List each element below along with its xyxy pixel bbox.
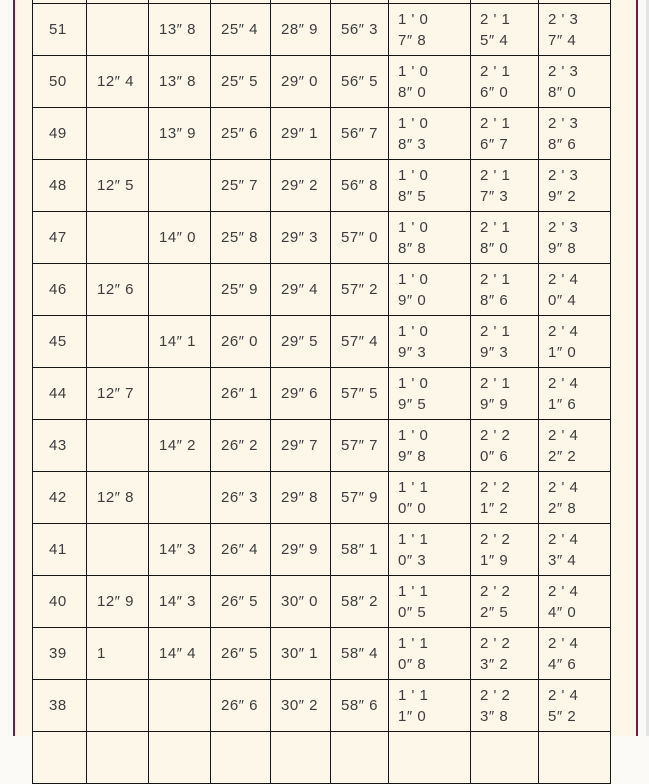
- table-cell-line: 3″ 2: [480, 655, 509, 673]
- table-cell-line: 8″ 0: [398, 83, 427, 101]
- table-cell-line: 0″ 4: [548, 291, 577, 309]
- table-cell-line: 6″ 7: [480, 135, 509, 153]
- table-cell: 26″ 5: [211, 628, 271, 680]
- table-cell: 57″ 9: [331, 472, 389, 524]
- table-cell-line: 0″ 8: [398, 655, 427, 673]
- table-cell-line: 9″ 8: [548, 239, 577, 257]
- table-cell: 12″ 4: [87, 56, 149, 108]
- table-cell: [389, 524, 471, 576]
- table-cell-line: 0″ 3: [398, 551, 427, 569]
- row-number-cell: 45: [33, 316, 87, 368]
- table-row: [33, 680, 611, 732]
- table-cell-line: 9″ 3: [398, 343, 427, 361]
- table-cell: 26″ 1: [211, 368, 271, 420]
- table-cell-line: 2 ' 2: [480, 634, 511, 652]
- table-cell-line: 2 ' 4: [548, 686, 579, 704]
- table-cell: 29″ 8: [271, 472, 331, 524]
- table-cell-line: 1 ' 1: [398, 582, 429, 600]
- table-cell: [471, 56, 539, 108]
- table-cell-line: 2 ' 3: [548, 10, 579, 28]
- table-cell-line: 1″ 6: [548, 395, 577, 413]
- table-row: [33, 576, 611, 628]
- table-cell-line: 0″ 5: [398, 603, 427, 621]
- row-number-cell: 50: [33, 56, 87, 108]
- table-row: [33, 368, 611, 420]
- table-cell: [149, 160, 211, 212]
- table-cell-line: 1 ' 0: [398, 426, 429, 444]
- table-cell-line: 1 ' 0: [398, 270, 429, 288]
- table-cell-line: 2 ' 4: [548, 374, 579, 392]
- table-cell: [539, 212, 611, 264]
- left-margin-rule: [13, 0, 15, 736]
- table-cell-line: 1″ 2: [480, 499, 509, 517]
- table-cell: 13″ 9: [149, 108, 211, 160]
- table-cell: 26″ 5: [211, 576, 271, 628]
- table-cell-line: 2 ' 2: [480, 478, 511, 496]
- table-cell: 26″ 3: [211, 472, 271, 524]
- table-cell: 14″ 0: [149, 212, 211, 264]
- table-cell: 29″ 6: [271, 368, 331, 420]
- table-cell: 56″ 8: [331, 160, 389, 212]
- table-cell: [389, 212, 471, 264]
- table-cell-line: 1 ' 0: [398, 10, 429, 28]
- table-row: [33, 420, 611, 472]
- table-cell: [539, 628, 611, 680]
- table-cell: 56″ 5: [331, 56, 389, 108]
- table-cell: 12″ 6: [87, 264, 149, 316]
- right-margin-rule: [636, 0, 638, 736]
- spacer-cell: [271, 732, 331, 784]
- table-cell: 25″ 8: [211, 212, 271, 264]
- table-cell-line: 2 ' 4: [548, 478, 579, 496]
- spacer-cell: [471, 732, 539, 784]
- table-cell: [539, 680, 611, 732]
- table-cell-line: 2″ 2: [548, 447, 577, 465]
- table-cell: [389, 56, 471, 108]
- row-number-cell: 46: [33, 264, 87, 316]
- table-cell-line: 2 ' 2: [480, 530, 511, 548]
- table-cell: 25″ 4: [211, 4, 271, 56]
- table-cell: 28″ 9: [271, 4, 331, 56]
- table-cell-line: 9″ 2: [548, 187, 577, 205]
- table-cell: [389, 160, 471, 212]
- table-cell-line: 2 ' 1: [480, 62, 511, 80]
- table-cell-line: 1″ 0: [398, 707, 427, 725]
- table-cell-line: 9″ 3: [480, 343, 509, 361]
- table-cell: 58″ 1: [331, 524, 389, 576]
- table-cell: 29″ 5: [271, 316, 331, 368]
- table-cell-line: 8″ 6: [548, 135, 577, 153]
- table-cell: [471, 368, 539, 420]
- table-cell-line: 2 ' 1: [480, 10, 511, 28]
- table-row: [33, 264, 611, 316]
- table-cell: [87, 4, 149, 56]
- row-number-cell: 44: [33, 368, 87, 420]
- table-cell: [471, 108, 539, 160]
- table-cell: 12″ 7: [87, 368, 149, 420]
- table-cell: 58″ 2: [331, 576, 389, 628]
- table-cell: [87, 108, 149, 160]
- table-cell-line: 2 ' 3: [548, 62, 579, 80]
- table-cell: [539, 368, 611, 420]
- table-cell: [389, 680, 471, 732]
- table-cell-line: 2″ 8: [548, 499, 577, 517]
- table-row: [33, 4, 611, 56]
- table-cell: 58″ 6: [331, 680, 389, 732]
- table-cell-line: 2 ' 4: [548, 322, 579, 340]
- table-cell: [471, 264, 539, 316]
- table-cell: 1: [87, 628, 149, 680]
- table-cell-line: 9″ 5: [398, 395, 427, 413]
- table-body: [33, 0, 611, 784]
- table-cell-line: 7″ 3: [480, 187, 509, 205]
- table-cell: 30″ 0: [271, 576, 331, 628]
- table-cell: [87, 420, 149, 472]
- table-cell: 26″ 0: [211, 316, 271, 368]
- row-number-cell: 39: [33, 628, 87, 680]
- table-cell: [471, 524, 539, 576]
- table-cell-line: 1 ' 1: [398, 478, 429, 496]
- table-cell-line: 9″ 0: [398, 291, 427, 309]
- table-cell: 14″ 3: [149, 576, 211, 628]
- table-cell: [87, 212, 149, 264]
- table-cell: 29″ 1: [271, 108, 331, 160]
- table-cell-line: 2 ' 4: [548, 270, 579, 288]
- table-cell: 26″ 2: [211, 420, 271, 472]
- table-cell: 29″ 7: [271, 420, 331, 472]
- table-cell: 12″ 8: [87, 472, 149, 524]
- table-cell: 30″ 1: [271, 628, 331, 680]
- table-cell: 30″ 2: [271, 680, 331, 732]
- table-cell: 29″ 2: [271, 160, 331, 212]
- table-cell-line: 2″ 5: [480, 603, 509, 621]
- table-cell-line: 4″ 6: [548, 655, 577, 673]
- table-cell-line: 8″ 0: [548, 83, 577, 101]
- table-cell: 56″ 7: [331, 108, 389, 160]
- row-number-cell: 51: [33, 4, 87, 56]
- table-cell-line: 5″ 2: [548, 707, 577, 725]
- table-cell: [87, 316, 149, 368]
- table-cell: 14″ 4: [149, 628, 211, 680]
- table-cell: 29″ 3: [271, 212, 331, 264]
- table-cell-line: 1″ 9: [480, 551, 509, 569]
- table-cell: 57″ 0: [331, 212, 389, 264]
- table-cell: [471, 4, 539, 56]
- spacer-cell: [331, 732, 389, 784]
- table-cell-line: 2 ' 2: [480, 686, 511, 704]
- table-row: [33, 316, 611, 368]
- table-cell-line: 2 ' 4: [548, 530, 579, 548]
- table-cell: [149, 472, 211, 524]
- table-cell-line: 8″ 6: [480, 291, 509, 309]
- table-cell-line: 0″ 0: [398, 499, 427, 517]
- table-cell-line: 2 ' 4: [548, 582, 579, 600]
- table-cell: 12″ 5: [87, 160, 149, 212]
- table-cell-line: 2 ' 1: [480, 166, 511, 184]
- table-cell: 58″ 4: [331, 628, 389, 680]
- spacer-cell: [149, 732, 211, 784]
- table-cell-line: 7″ 4: [548, 31, 577, 49]
- row-number-cell: 48: [33, 160, 87, 212]
- table-cell: 57″ 4: [331, 316, 389, 368]
- row-number-cell: 47: [33, 212, 87, 264]
- table-row: [33, 212, 611, 264]
- table-cell-line: 3″ 8: [480, 707, 509, 725]
- table-cell: 13″ 8: [149, 4, 211, 56]
- table-cell: 25″ 6: [211, 108, 271, 160]
- table-cell-line: 2 ' 3: [548, 218, 579, 236]
- table-cell: 14″ 3: [149, 524, 211, 576]
- row-number-cell: 41: [33, 524, 87, 576]
- table-cell: [389, 108, 471, 160]
- table-cell-line: 2 ' 4: [548, 634, 579, 652]
- table-row: [33, 108, 611, 160]
- table-cell: 29″ 4: [271, 264, 331, 316]
- table-cell-line: 2 ' 1: [480, 114, 511, 132]
- table-cell: [539, 56, 611, 108]
- table-cell: [389, 4, 471, 56]
- table-cell: [471, 212, 539, 264]
- table-cell-line: 1 ' 1: [398, 530, 429, 548]
- table-cell: [471, 420, 539, 472]
- table-cell-line: 1 ' 0: [398, 166, 429, 184]
- table-cell: [539, 4, 611, 56]
- table-cell-line: 3″ 4: [548, 551, 577, 569]
- table-cell: [149, 680, 211, 732]
- table-cell-line: 2 ' 1: [480, 218, 511, 236]
- table-cell: [539, 524, 611, 576]
- table-cell: [149, 264, 211, 316]
- table-cell: [539, 576, 611, 628]
- table-cell: [149, 368, 211, 420]
- row-number-cell: 40: [33, 576, 87, 628]
- table-cell: [471, 628, 539, 680]
- table-cell-line: 8″ 5: [398, 187, 427, 205]
- table-cell: 25″ 5: [211, 56, 271, 108]
- table-cell: [539, 472, 611, 524]
- spacer-cell: [389, 732, 471, 784]
- table-cell: 26″ 4: [211, 524, 271, 576]
- spacer-cell: [33, 732, 87, 784]
- table-cell: 29″ 0: [271, 56, 331, 108]
- table-cell: [389, 368, 471, 420]
- table-cell-line: 2 ' 2: [480, 582, 511, 600]
- table-cell-line: 2 ' 1: [480, 270, 511, 288]
- row-number-cell: 43: [33, 420, 87, 472]
- table-cell: 57″ 2: [331, 264, 389, 316]
- spacer-cell: [87, 732, 149, 784]
- table-cell-line: 7″ 8: [398, 31, 427, 49]
- table-cell: [471, 680, 539, 732]
- table-cell: 13″ 8: [149, 56, 211, 108]
- table-cell-line: 1 ' 0: [398, 218, 429, 236]
- table-cell-line: 1 ' 0: [398, 322, 429, 340]
- table-row: [33, 524, 611, 576]
- table-cell: 14″ 2: [149, 420, 211, 472]
- table-cell: [539, 316, 611, 368]
- table-cell: [539, 264, 611, 316]
- table-cell-line: 5″ 4: [480, 31, 509, 49]
- table-cell: [87, 524, 149, 576]
- table-cell-line: 0″ 6: [480, 447, 509, 465]
- table-cell-line: 2 ' 4: [548, 426, 579, 444]
- spacer-row: [33, 732, 611, 784]
- spacer-cell: [211, 732, 271, 784]
- table-row: [33, 472, 611, 524]
- table-cell-line: 6″ 0: [480, 83, 509, 101]
- table-cell: [539, 420, 611, 472]
- table-cell: [389, 316, 471, 368]
- table-cell: [471, 576, 539, 628]
- table-cell-line: 2 ' 1: [480, 322, 511, 340]
- table-cell: 56″ 3: [331, 4, 389, 56]
- table-cell: 25″ 9: [211, 264, 271, 316]
- table-cell: [389, 628, 471, 680]
- table-cell-line: 2 ' 2: [480, 426, 511, 444]
- table-cell: 14″ 1: [149, 316, 211, 368]
- table-cell: 12″ 9: [87, 576, 149, 628]
- table-cell-line: 2 ' 3: [548, 166, 579, 184]
- table-cell-line: 8″ 8: [398, 239, 427, 257]
- table-cell: [471, 316, 539, 368]
- table-cell-line: 8″ 0: [480, 239, 509, 257]
- size-conversion-table: [32, 0, 611, 784]
- table-cell-line: 8″ 3: [398, 135, 427, 153]
- table-cell-line: 1 ' 0: [398, 374, 429, 392]
- table-cell: [389, 576, 471, 628]
- table-cell: [471, 472, 539, 524]
- table-cell: [389, 472, 471, 524]
- table-cell-line: 1 ' 1: [398, 634, 429, 652]
- table-row: [33, 628, 611, 680]
- table-cell: 29″ 9: [271, 524, 331, 576]
- table-row: [33, 56, 611, 108]
- table-cell: [539, 160, 611, 212]
- spacer-cell: [539, 732, 611, 784]
- table-cell: [389, 264, 471, 316]
- table-row: [33, 160, 611, 212]
- row-number-cell: 49: [33, 108, 87, 160]
- table-cell: [471, 160, 539, 212]
- table-cell-line: 2 ' 1: [480, 374, 511, 392]
- table-cell: 26″ 6: [211, 680, 271, 732]
- row-number-cell: 42: [33, 472, 87, 524]
- table-cell-line: 2 ' 3: [548, 114, 579, 132]
- table-cell: [87, 680, 149, 732]
- table-cell-line: 1″ 0: [548, 343, 577, 361]
- table-cell: 57″ 5: [331, 368, 389, 420]
- table-cell-line: 1 ' 0: [398, 114, 429, 132]
- table-cell-line: 9″ 8: [398, 447, 427, 465]
- table-cell: 57″ 7: [331, 420, 389, 472]
- table-cell-line: 4″ 0: [548, 603, 577, 621]
- table-cell: [539, 108, 611, 160]
- row-number-cell: 38: [33, 680, 87, 732]
- table-cell-line: 9″ 9: [480, 395, 509, 413]
- table-cell-line: 1 ' 1: [398, 686, 429, 704]
- table-cell: 25″ 7: [211, 160, 271, 212]
- table-cell: [389, 420, 471, 472]
- table-cell-line: 1 ' 0: [398, 62, 429, 80]
